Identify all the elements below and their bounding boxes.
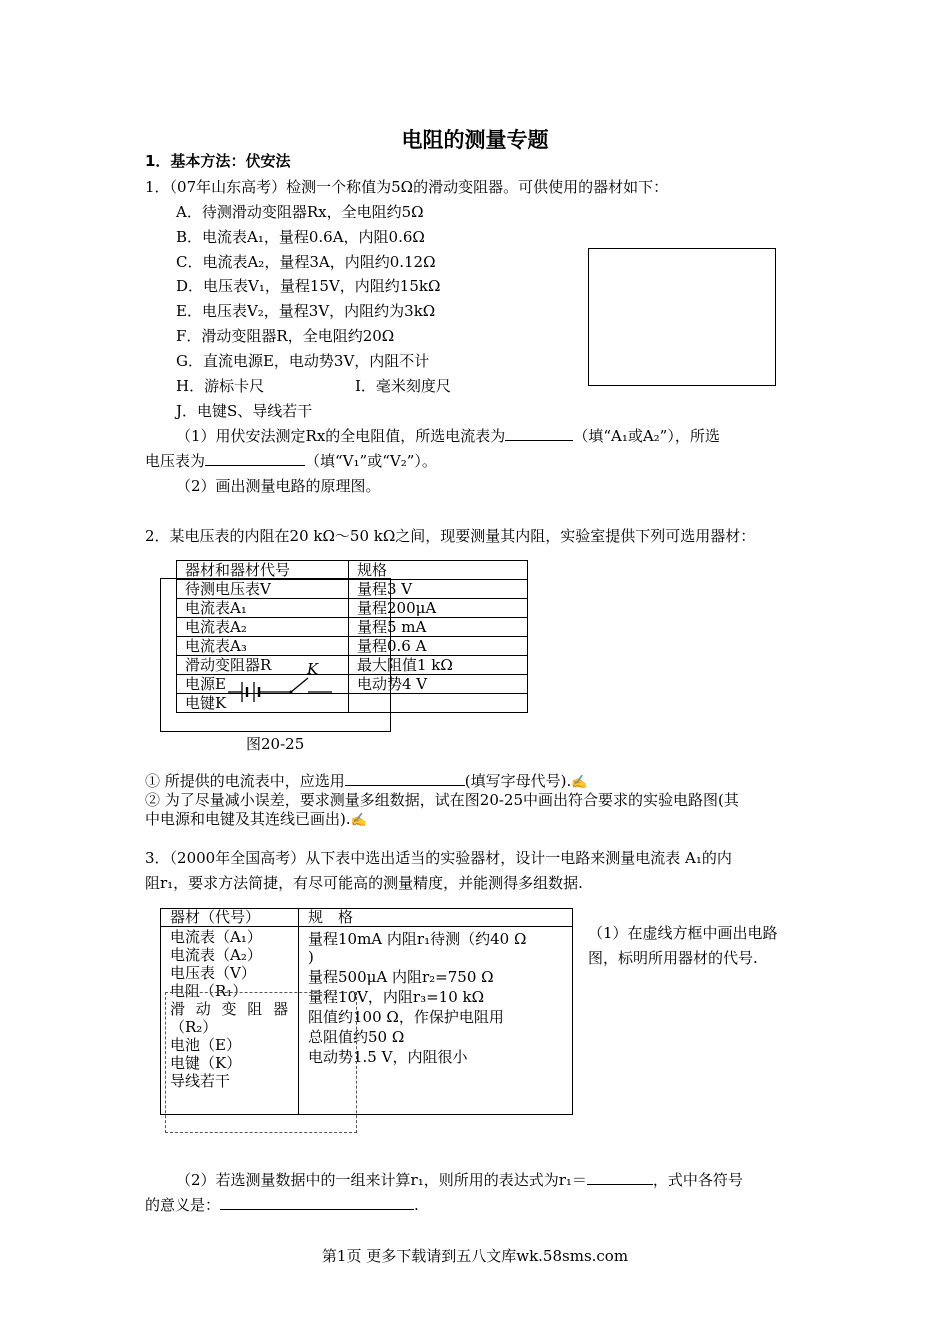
q3-part2-text-a: （2）若选测量数据中的一组来计算r₁，则所用的表达式为r₁＝ (176, 1171, 587, 1189)
list-item: 量程10V，内阻r₃=10 kΩ (308, 988, 485, 1006)
q3-part2-text-b: ，式中各符号 (652, 1171, 743, 1189)
section-heading: 1．基本方法：伏安法 (145, 152, 291, 170)
list-item: 滑 动 变 阻 器 (170, 1000, 292, 1018)
list-item: 电动势1.5 V，内阻很小 (308, 1048, 468, 1066)
q3-expression-blank[interactable] (587, 1168, 653, 1185)
q3-part2-line2 (145, 1193, 419, 1217)
table-cell: 量程5 mA (349, 618, 528, 637)
q3-meaning-blank[interactable] (220, 1193, 414, 1210)
q1-item-g: G．直流电源E，电动势3V，内阻不计 (176, 352, 430, 370)
table-cell: 量程0.6 A (349, 637, 528, 656)
q1-part2: （2）画出测量电路的原理图。 (176, 477, 381, 495)
table-row (177, 618, 528, 637)
table-header-cell: 规格 (349, 561, 528, 580)
list-item: 电阻（R₁） (170, 982, 248, 1000)
q1-item-f: F．滑动变阻器R，全电阻约20Ω (176, 327, 395, 345)
q3-side-line1: （1）在虚线方框中画出电路 (588, 924, 778, 942)
q1-item-a: A．待测滑动变阻器Rx，全电阻约5Ω (176, 203, 424, 221)
q1-intro: 1．（07年山东高考）检测一个称值为5Ω的滑动变阻器。可供使用的器材如下： (145, 178, 669, 196)
q1-item-d: D．电压表V₁，量程15V，内阻约15kΩ (176, 277, 441, 295)
table-cell: 电动势4 V (349, 675, 528, 694)
q3-intro-line1: 3．（2000年全国高考）从下表中选出适当的实验器材，设计一电路来测量电流表 A₁的内 (145, 849, 732, 867)
figure-caption: 图20-25 (246, 735, 305, 753)
table-row (177, 580, 528, 599)
table-cell: 电流表A₁ (177, 599, 349, 618)
q3-header-equipment: 器材（代号） (170, 908, 261, 926)
q2-ammeter-blank[interactable] (345, 769, 465, 786)
q1-voltmeter-blank[interactable] (205, 449, 305, 466)
table-header-cell: 器材和器材代号 (177, 561, 349, 580)
q3-header-divider (160, 926, 572, 927)
table-cell: 电键K (177, 694, 349, 713)
q1-part1-text-c: 电压表为 (145, 452, 206, 470)
page-title: 电阻的测量专题 (401, 128, 549, 152)
q1-item-e: E．电压表V₂，量程3V，内阻约为3kΩ (176, 302, 436, 320)
list-item: 导线若干 (170, 1072, 231, 1090)
battery-switch-symbol (228, 672, 338, 704)
table-cell: 电流表A₂ (177, 618, 349, 637)
q1-part1-line1 (176, 424, 720, 448)
table-header-row (177, 561, 528, 580)
q1-part1-line2 (145, 449, 437, 473)
q1-part1-text-b: （填“A₁或A₂”），所选 (573, 427, 720, 445)
q2-intro: 2．某电压表的内阻在20 kΩ～50 kΩ之间，现要测量其内阻，实验室提供下列可选用器材： (145, 527, 756, 545)
table-cell (349, 694, 528, 713)
list-item: 电流表（A₁） (170, 928, 262, 946)
q3-part2-text-d: . (414, 1196, 419, 1214)
q1-item-c: C．电流表A₂，量程3A，内阻约0.12Ω (176, 253, 436, 271)
hand-icon: ✍ (571, 775, 588, 790)
q1-part1-text-a: （1）用伏安法测定Rx的全电阻值，所选电流表为 (176, 427, 506, 445)
table-cell: 待测电压表V (177, 580, 349, 599)
list-item: （R₂） (170, 1018, 218, 1036)
switch-label: K (307, 660, 319, 678)
q2-sub2-text-b: 中电源和电键及其连线已画出). (145, 810, 351, 828)
q3-part2-text-c: 的意义是： (145, 1196, 221, 1214)
q3-dashed-answer-box (165, 992, 357, 1133)
q1-item-i: I．毫米刻度尺 (355, 377, 451, 395)
list-item: 量程10mA 内阻r₁待测（约40 Ω (308, 930, 527, 948)
table-cell: 电源E (177, 675, 349, 694)
q3-header-spec: 规 格 (308, 908, 354, 926)
table-cell: 最大阻值1 kΩ (349, 656, 528, 675)
hand-icon: ✍ (350, 813, 367, 828)
q3-side-line2: 图，标明所用器材的代号. (588, 949, 758, 967)
table-cell: 量程200μA (349, 599, 528, 618)
list-item: 电流表（A₂） (170, 946, 262, 964)
list-item: ) (308, 948, 314, 966)
table-row (177, 637, 528, 656)
list-item: 量程500μA 内阻r₂=750 Ω (308, 968, 494, 986)
q1-ammeter-blank[interactable] (505, 424, 573, 441)
page-footer[interactable]: 第1页 更多下载请到五八文库wk.58sms.com (321, 1247, 629, 1265)
list-item: 电池（E） (170, 1036, 241, 1054)
q2-sub2-line2 (145, 807, 367, 833)
q2-sub1-text-b: (填写字母代号). (464, 772, 572, 790)
q2-sub2-line1: ② 为了尽量减小误差，要求测量多组数据，试在图20-25中画出符合要求的实验电路图(其 (145, 791, 739, 809)
table-cell: 量程3 V (349, 580, 528, 599)
list-item: 总阻值约50 Ω (308, 1028, 405, 1046)
q3-part2-line1 (176, 1168, 743, 1192)
q1-answer-box (588, 248, 776, 386)
q1-item-h: H．游标卡尺 (176, 377, 265, 395)
list-item: 阻值约100 Ω，作保护电阻用 (308, 1008, 504, 1026)
q3-intro-line2: 阻r₁，要求方法简捷，有尽可能高的测量精度，并能测得多组数据. (145, 874, 583, 892)
list-item: 电压表（V） (170, 964, 256, 982)
q1-part1-text-d: （填“V₁”或“V₂”）。 (305, 452, 437, 470)
table-cell: 电流表A₃ (177, 637, 349, 656)
q1-item-b: B．电流表A₁，量程0.6A，内阻0.6Ω (176, 228, 425, 246)
table-row (177, 599, 528, 618)
list-item: 电键（K） (170, 1054, 242, 1072)
table-cell: 滑动变阻器R (177, 656, 349, 675)
q2-sub1-text-a: ① 所提供的电流表中，应选用 (145, 772, 345, 790)
q1-item-j: J．电键S、导线若干 (176, 402, 313, 420)
